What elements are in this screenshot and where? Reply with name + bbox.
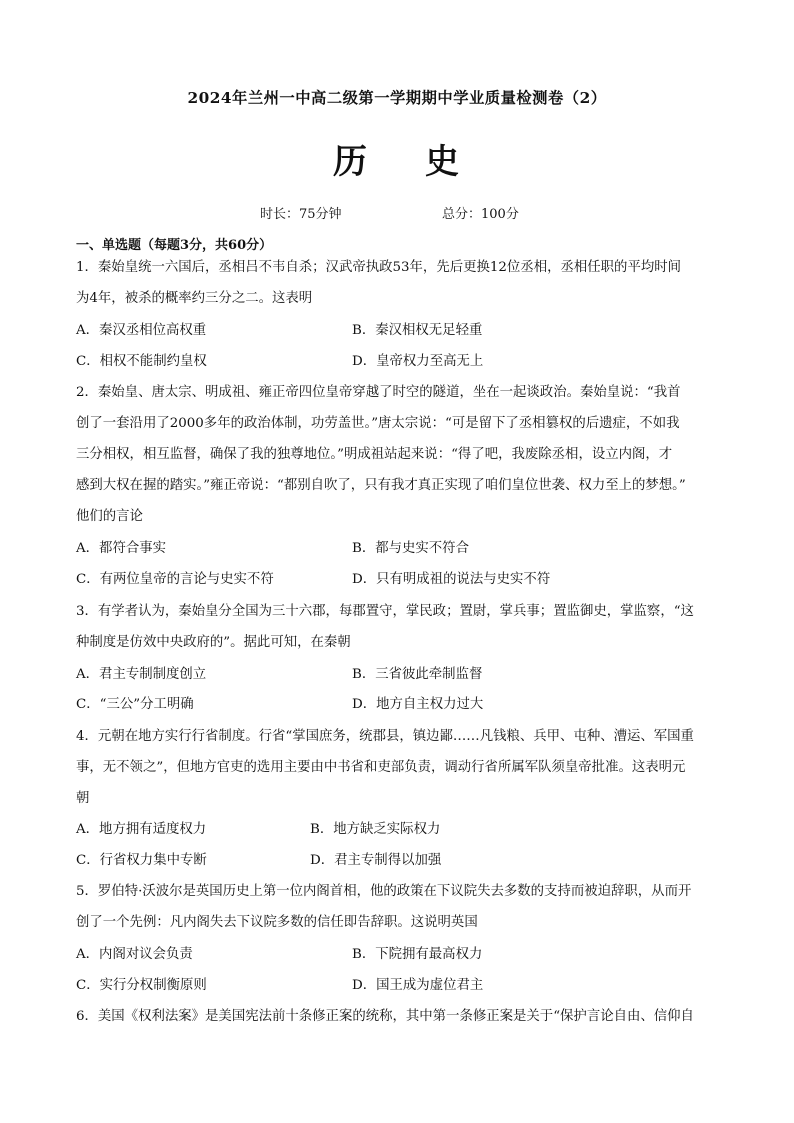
question-line: 3．有学者认为，秦始皇分全国为三十六郡，每郡置守，掌民政；置尉，掌兵事；置监御史，掌监察，“这 (76, 604, 694, 619)
section-heading: 一、单选题（每题3分，共60分） (76, 238, 273, 253)
option-a: A．内阁对议会负责 (76, 947, 193, 962)
option-b: B．三省彼此牵制监督 (352, 667, 483, 682)
option-a: A．地方拥有适度权力 (76, 822, 207, 837)
question-line: 事，无不领之”，但地方官吏的选用主要由中书省和吏部负责，调动行省所属军队须皇帝批准。这表明元 (76, 760, 686, 775)
question-line: 种制度是仿效中央政府的”。据此可知，在秦朝 (76, 635, 351, 650)
question-line: 创了一个先例：凡内阁失去下议院多数的信任即告辞职。这说明英国 (76, 915, 478, 930)
question-line: 为4年，被杀的概率约三分之二。这表明 (76, 291, 313, 306)
question-line: 感到大权在握的踏实。”雍正帝说：“都别自吹了，只有我才真正实现了咱们皇位世袭、权力至上的梦想。” (76, 478, 686, 493)
question-line: 4．元朝在地方实行行省制度。行省“掌国庶务，统郡县，镇边鄙……凡钱粮、兵甲、屯种、漕运、军国重 (76, 729, 694, 744)
option-d: D．地方自主权力过大 (352, 697, 484, 712)
exam-duration: 时长：75分钟 (260, 207, 342, 222)
question-line: 5．罗伯特·沃波尔是英国历史上第一位内阁首相，他的政策在下议院失去多数的支持而被迫辞职，从而开 (76, 884, 692, 899)
option-d: D．皇帝权力至高无上 (352, 354, 484, 369)
subject-title (0, 134, 794, 183)
option-b: B．下院拥有最高权力 (352, 947, 483, 962)
option-d: D．只有明成祖的说法与史实不符 (352, 572, 551, 587)
question-line: 三分相权，相互监督，确保了我的独尊地位。”明成祖站起来说：“得了吧，我废除丞相，设立内阁，才 (76, 447, 673, 462)
option-c: C．“三公”分工明确 (76, 697, 194, 712)
option-c: C．有两位皇帝的言论与史实不符 (76, 572, 274, 587)
option-a: A．君主专制制度创立 (76, 667, 207, 682)
option-c: C．实行分权制衡原则 (76, 978, 207, 993)
option-d: D．国王成为虚位君主 (352, 978, 484, 993)
option-a: A．都符合事实 (76, 541, 167, 556)
subject-char-1: 历 (333, 142, 369, 182)
option-d: D．君主专制得以加强 (310, 853, 442, 868)
subject-char-2: 史 (425, 142, 461, 182)
exam-title: 2024年兰州一中高二级第一学期期中学业质量检测卷（2） (187, 89, 607, 107)
option-b: B．都与史实不符合 (352, 541, 469, 556)
option-b: B．秦汉相权无足轻重 (352, 323, 483, 338)
exam-total-score: 总分：100分 (442, 207, 519, 222)
option-a: A．秦汉丞相位高权重 (76, 323, 207, 338)
option-c: C．相权不能制约皇权 (76, 354, 207, 369)
question-line: 朝 (76, 791, 90, 806)
option-b: B．地方缺乏实际权力 (310, 822, 441, 837)
question-line: 2．秦始皇、唐太宗、明成祖、雍正帝四位皇帝穿越了时空的隧道，坐在一起谈政治。秦始皇说：“我首 (76, 385, 681, 400)
option-c: C．行省权力集中专断 (76, 853, 207, 868)
question-line: 他们的言论 (76, 509, 143, 524)
question-line: 1．秦始皇统一六国后，丞相吕不韦自杀；汉武帝执政53年，先后更换12位丞相，丞相任职的平均时间 (76, 260, 682, 275)
question-line: 6．美国《权利法案》是美国宪法前十条修正案的统称，其中第一条修正案是关于“保护言论自由、信仰自 (76, 1009, 694, 1024)
question-line: 创了一套沿用了2000多年的政治体制，功劳盖世。”唐太宗说：“可是留下了丞相篡权的后遗症，不如我 (76, 416, 680, 431)
